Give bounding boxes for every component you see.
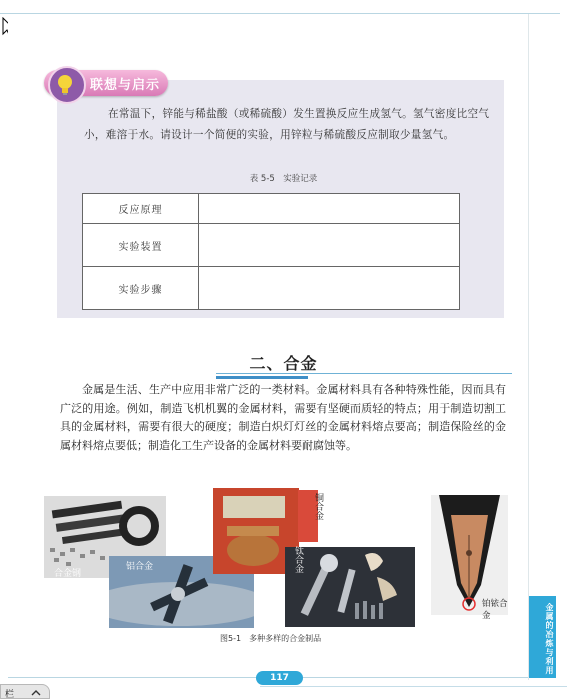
table-cell-empty (199, 194, 460, 224)
label-alloy-steel: 合金钢 (54, 569, 82, 579)
bottom-rule-right (260, 686, 567, 687)
label-aluminum-alloy: 铝合金 (126, 562, 154, 572)
section-title: 二、合金 (249, 354, 318, 373)
section-paragraph: 金属是生活、生产中应用非常广泛的一类材料。金属材料具有各种特殊性能，因而具有广泛的用途。例如，制造飞机机翼的金属材料，需要有坚硬而质轻的特点；用于制造切割工具的金属材料，需要有很大的硬度；制造白炽灯灯丝的金属材料熔点要高；制造保险丝的金属材料熔点要低；制造化工生产设备的金属材料要耐腐蚀等。 (60, 383, 506, 452)
pen-nib-image (431, 495, 508, 615)
chapter-side-tab: 金属的冶炼与利用 (529, 596, 556, 678)
table-row-label: 实验装置 (83, 224, 199, 267)
association-title: 联想与启示 (90, 78, 161, 93)
label-platinum-iridium-alloy: 铂铱合金 (482, 599, 508, 621)
figure-caption: 图5-1 多种多样的合金制品 (220, 634, 322, 643)
lightbulb-icon (48, 66, 86, 104)
section-underline (216, 373, 512, 374)
experiment-record-table (82, 193, 460, 310)
label-copper-alloy: 铜合金 (313, 493, 323, 520)
table-cell-empty (199, 224, 460, 267)
table-row-label: 实验步骤 (83, 267, 199, 310)
section-underline-accent (216, 376, 308, 379)
page-number: 117 (256, 671, 303, 685)
chevron-up-icon (31, 689, 41, 696)
table-caption: 表 5-5 实验记录 (249, 174, 318, 184)
label-titanium-alloy: 钛合金 (293, 546, 303, 573)
association-text: 在常温下，锌能与稀盐酸（或稀硫酸）发生置换反应生成氢气。氢气密度比空气小，难溶于水。请设计一个简便的实验，用锌粒与稀硫酸反应制取少量氢气。 (84, 108, 490, 141)
table-row-label: 反应原理 (83, 194, 199, 224)
taskbar-button[interactable] (0, 684, 50, 699)
taskbar-label: 栏 (5, 690, 15, 700)
table-cell-empty (199, 267, 460, 310)
